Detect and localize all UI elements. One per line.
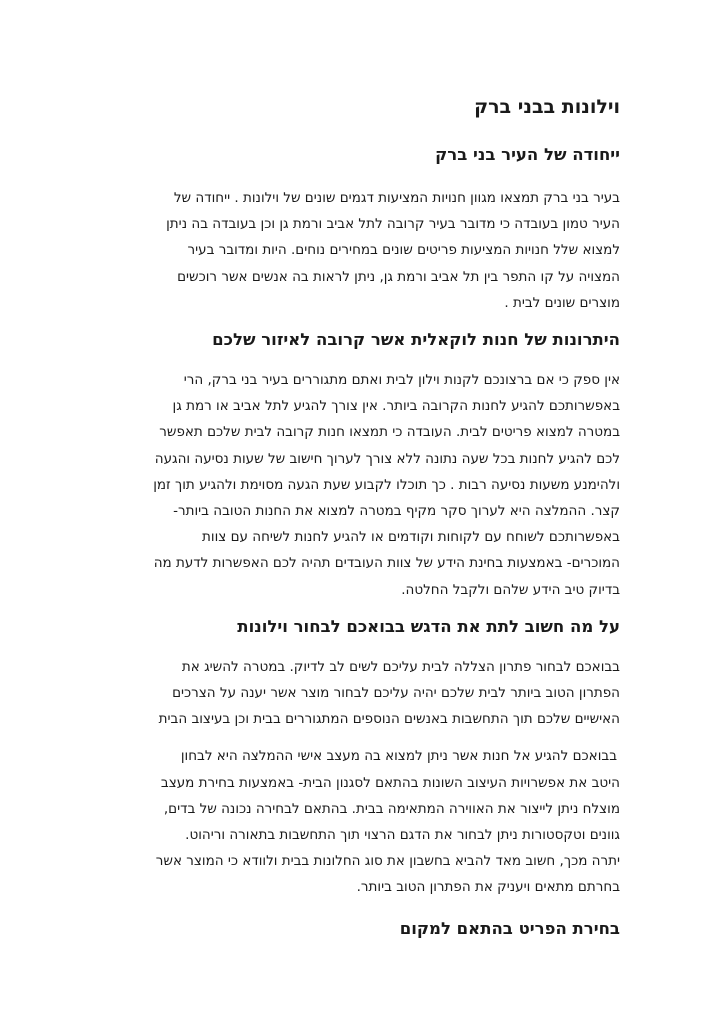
text-line: יתרה מכך, חשוב מאד להביא בחשבון את סוג החלונות בבית ולוודא כי המוצר אשר: [155, 853, 620, 870]
text-line: בדיוק טיב הידע שלהם ולקבל החלטה.: [401, 581, 620, 598]
text-line: האישיים שלכם תוך התחשבות באנשים הנוספים המתגוררים בבית וכן בעיצוב הבית: [158, 711, 620, 728]
section-heading-emphasis: על מה חשוב לתת את הדגש בבואכם לבחור וילונות: [237, 616, 620, 636]
text-line: מוצרים שונים לבית .: [504, 294, 620, 311]
text-line: למצוא שלל חנויות המציעות פריטים שונים במחירים נוחים. היות ומדובר בעיר: [187, 242, 620, 259]
text-line: המוכרים- באמצעות בחינת הידע של צוות העובדים תהיה לכם האפשרות לדעת מה: [153, 555, 620, 572]
text-line: בבואכם לבחור פתרון הצללה לבית עליכם לשים לב לדיוק. במטרה להשיג את: [181, 658, 620, 675]
text-line: הפתרון הטוב ביותר לבית שלכם יהיה עליכם לבחור מוצר אשר יענה על הצרכים: [172, 685, 620, 702]
text-line: העיר טמון בעובדה כי מדובר בעיר קרובה לתל אביב ורמת גן וכן בעובדה בה ניתן: [166, 216, 620, 233]
text-line: במטרה למצוא פריטים לבית. העובדה כי תמצאו חנות קרובה לבית שלכם תאפשר: [159, 424, 620, 441]
section-heading-advantages: היתרונות של חנות לוקאלית אשר קרובה לאיזור שלכם: [212, 330, 620, 350]
page-title: וילונות בבני ברק: [474, 96, 620, 118]
text-line: גוונים וטקסטורות ניתן לבחור את הדגם הרצוי תוך התחשבות בתאורה וריהוט.: [185, 827, 620, 844]
text-line: בבואכם להגיע אל חנות אשר ניתן למצוא בה מעצב אישי ההמלצה היא לבחון: [180, 748, 617, 765]
text-line: באפשרותכם להגיע לחנות הקרובה ביותר. אין צורך להגיע לתל אביב או רמת גן: [172, 398, 620, 415]
text-line: המצויה על קו התפר בין תל אביב ורמת גן, ניתן לראות בה אנשים אשר רוכשים: [177, 268, 620, 285]
paragraph-uniqueness: [94, 185, 620, 316]
text-line: בעיר בני ברק תמצאו מגוון חנויות המציעות דגמים שונים של וילונות . ייחודה של: [173, 190, 620, 206]
text-line: בחרתם מתאים ויעניק את הפתרון הטוב ביותר.: [356, 879, 620, 896]
text-line: ולהימנע משעות נסיעה רבות . כך תוכלו לקבוע שעת הגעה מסוימת ולהגיע תוך זמן: [153, 476, 620, 493]
section-heading-item-choice: בחירת הפריט בהתאם למקום: [399, 918, 620, 938]
paragraph-emphasis-1: [94, 654, 620, 733]
text-line: אין ספק כי אם ברצונכם לקנות וילון לבית ואתם מתגוררים בעיר בני ברק, הרי: [183, 372, 620, 389]
text-line: קצר. ההמלצה היא לערוך סקר מקיף במטרה למצוא את החנות הטובה ביותר-: [173, 503, 620, 520]
text-line: באפשרותכם לשוחח עם לקוחות וקודמים או להגיע לחנות לשיחה עם צוות: [202, 529, 620, 546]
paragraph-advantages: [94, 367, 620, 603]
text-line: היטב את אפשרויות העיצוב השונות בהתאם לסגנון הבית- באמצעות בחירת מעצב: [160, 774, 620, 791]
paragraph-emphasis-2: [94, 743, 620, 900]
text-line: מוצלח ניתן לייצור את האווירה המתאימה בבית. בהתאם לבחירה נכונה של בדים,: [163, 800, 620, 817]
section-heading-uniqueness: ייחודה של העיר בני ברק: [435, 145, 620, 164]
text-line: לכם להגיע לחנות בכל שעה נתונה ללא צורך לערוך חישוב של שעות נסיעה והגעה: [154, 450, 620, 467]
